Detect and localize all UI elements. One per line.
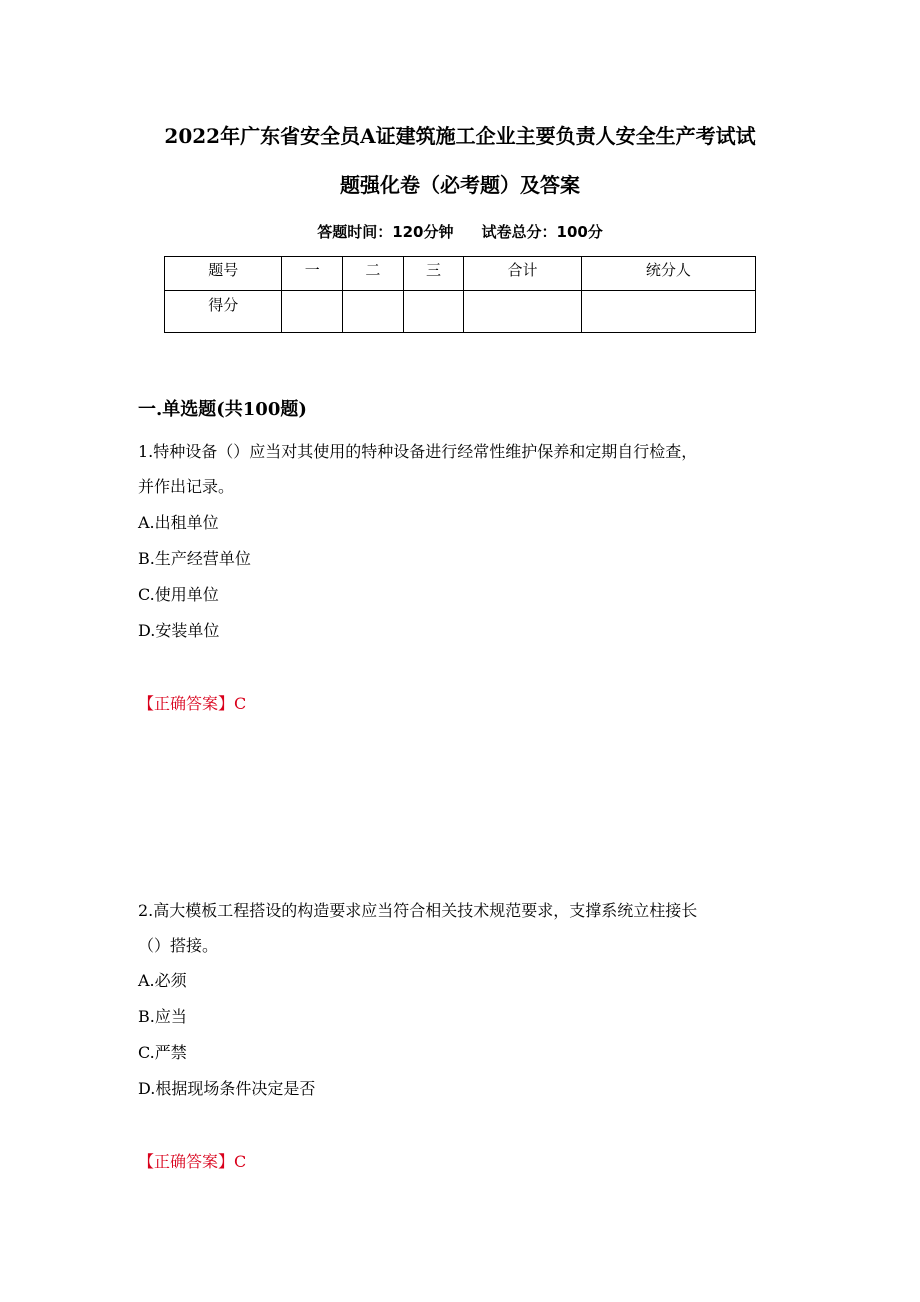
- question-2-stem-line1: 2.高大模板工程搭设的构造要求应当符合相关技术规范要求，支撑系统立柱接长: [138, 901, 698, 920]
- score-header-cell: 合计: [464, 257, 581, 291]
- score-cell: [581, 291, 755, 333]
- score-header-cell: 二: [343, 257, 404, 291]
- score-table-header-row: [165, 257, 756, 291]
- question-1-stem-line1: 1.特种设备（）应当对其使用的特种设备进行经常性维护保养和定期自行检查，: [138, 442, 698, 461]
- document-title-line2: 题强化卷（必考题）及答案: [340, 173, 580, 197]
- score-header-cell: 统分人: [581, 257, 755, 291]
- exam-time: 答题时间：120分钟: [317, 223, 454, 241]
- score-header-cell: 题号: [165, 257, 282, 291]
- score-cell: [464, 291, 581, 333]
- question-2-stem-line2: （）搭接。: [138, 936, 219, 955]
- score-row-label: 得分: [165, 291, 282, 333]
- question-1-option-b: B.生产经营单位: [138, 549, 251, 568]
- score-table: [164, 256, 756, 333]
- question-1-stem-line2: 并作出记录。: [138, 477, 235, 496]
- question-2-option-a: A.必须: [138, 971, 187, 990]
- section-title: 一.单选题(共100题): [138, 399, 307, 420]
- question-2-option-c: C.严禁: [138, 1043, 187, 1062]
- question-1-answer: 【正确答案】C: [138, 694, 247, 713]
- score-cell: [282, 291, 343, 333]
- question-2-option-d: D.根据现场条件决定是否: [138, 1079, 316, 1098]
- question-1-option-c: C.使用单位: [138, 585, 219, 604]
- document-title-line1: 2022年广东省安全员A证建筑施工企业主要负责人安全生产考试试: [164, 124, 756, 148]
- total-score: 试卷总分：100分: [481, 223, 603, 241]
- score-header-cell: 一: [282, 257, 343, 291]
- question-2-option-b: B.应当: [138, 1007, 187, 1026]
- question-2-answer: 【正确答案】C: [138, 1152, 247, 1171]
- question-1-option-d: D.安装单位: [138, 621, 220, 640]
- question-1-option-a: A.出租单位: [138, 513, 219, 532]
- score-cell: [403, 291, 464, 333]
- score-table-score-row: [165, 291, 756, 333]
- score-cell: [343, 291, 404, 333]
- score-header-cell: 三: [403, 257, 464, 291]
- exam-meta: [0, 221, 920, 243]
